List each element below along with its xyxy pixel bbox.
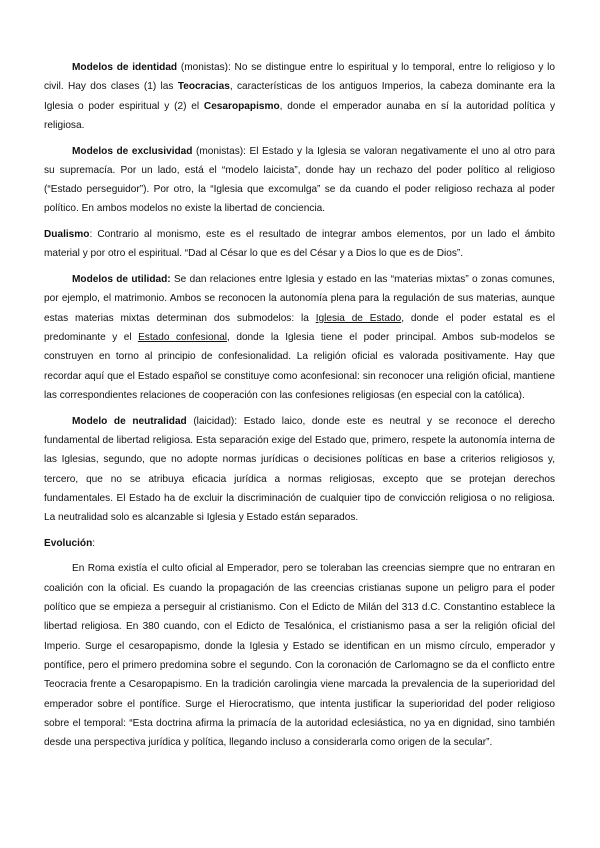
- term-modelos-identidad: Modelos de identidad: [72, 62, 178, 73]
- paragraph-modelos-exclusividad: Modelos de exclusividad (monistas): El Estado y la Iglesia se valoran negativamente el uno al otro para su supremacía. Por un lado, está el “modelo laicista”, donde hay un rechazo del poder político al religioso (“Estado perseguidor”). Por otro, la “Iglesia que excomulga” se da cuando el poder religioso rechaza al poder político. En ambos modelos no existe la libertad de conciencia.: [44, 145, 555, 215]
- paragraph-modelo-neutralidad: Modelo de neutralidad (laicidad): Estado laico, donde este es neutral y se reconoce el derecho fundamental de libertad religiosa. Esta separación exige del Estado que, primero, respete la autonomía interna de las Iglesias, segundo, que no adopte normas jurídicas o decisiones políticas en base a criterios religiosos y, tercero, que no se atribuya eficacia jurídica a normas religiosas, excepto que se protejan derechos fundamentales. El Estado ha de excluir la discriminación de cualquier tipo de convicción religiosa o no religiosa. La neutralidad solo es alcanzable si Iglesia y Estado están separados.: [44, 415, 555, 524]
- document-page: [44, 58, 555, 759]
- term-estado-confesional: Estado confesional: [138, 332, 228, 344]
- term-modelos-exclusividad: Modelos de exclusividad: [72, 145, 193, 157]
- term-teocracias: Teocracias: [177, 81, 230, 93]
- paragraph-modelos-identidad: Modelos de identidad (monistas): No se distingue entre lo espiritual y lo temporal, entre lo religioso y lo civil. Hay dos clases (1) las Teocracias, características de los antiguos Imperios, la cabeza dominante era la Iglesia o poder espiritual y (2) el Cesaropapismo, donde el emperador aunaba en sí la autoridad política y religiosa.: [44, 62, 556, 131]
- term-cesaropapismo: Cesaropapismo: [203, 100, 280, 112]
- term-modelos-utilidad: Modelos de utilidad:: [72, 274, 171, 286]
- paragraph-evolucion: En Roma existía el culto oficial al Emperador, pero se toleraban las creencias siempre que no entraran en coalición con la oficial. Es cuando la propagación de las creencias cristianas supone un peligro para el poder político que se empieza a perseguir al cristianismo. Con el Edicto de Milán del 313 d.C. Constantino establece la libertad religiosa. En 380 cuando, con el Edicto de Tesalónica, el cristianismo pasa a ser la religión oficial del Imperio. Surge el cesaropapismo, donde la Iglesia y Estado se identifican en un mismo círculo, emperador y pontífice, pero el primero predomina sobre el segundo. Con la coronación de Carlomagno se da el conflicto entre Teocracia frente a Cesaropapismo. En la tradición carolingia viene marcada la prevalencia de la superioridad del emperador sobre el pontífice. Surge el Hierocratismo, que intenta justificar la superioridad del poder religioso sobre el temporal: “Esta doctrina afirma la primacía de la autoridad eclesiástica, no ya en dignidad, sino también desde una perspectiva jurídica y política, llegando incluso a considerarla como origen de la secular”.: [44, 563, 555, 749]
- section-heading-evolucion: Evolución:: [44, 537, 96, 549]
- term-dualismo: Dualismo: [44, 229, 90, 241]
- paragraph-dualismo: Dualismo: Contrario al monismo, este es el resultado de integrar ambos elementos, por un lado el ámbito material y por otro el espiritual. “Dad al César lo que es del César y a Dios lo que es de Dios”.: [44, 229, 555, 260]
- term-modelo-neutralidad: Modelo de neutralidad: [72, 415, 187, 427]
- paragraph-modelos-utilidad: Modelos de utilidad: Se dan relaciones entre Iglesia y estado en las “materias mixtas” o zonas comunes, por ejemplo, el matrimonio. Ambos se reconocen la autonomía plena para la regulación de sus materias, aunque estas materias mixtas determinan dos submodelos: la Iglesia de Estado, donde el poder estatal es el predominante y el Estado confesional, donde la Iglesia tiene el poder principal. Ambos sub-modelos se construyen en torno al principio de confesionalidad. La religión oficial es valorada positivamente. Hay que recordar aquí que el Estado español se constituye como aconfesional: sin reconocer una religión oficial, mantiene las correspondientes relaciones de cooperación con las confesiones religiosas (en especial con la católica).: [44, 274, 555, 401]
- term-iglesia-de-estado: Iglesia de Estado: [315, 312, 402, 324]
